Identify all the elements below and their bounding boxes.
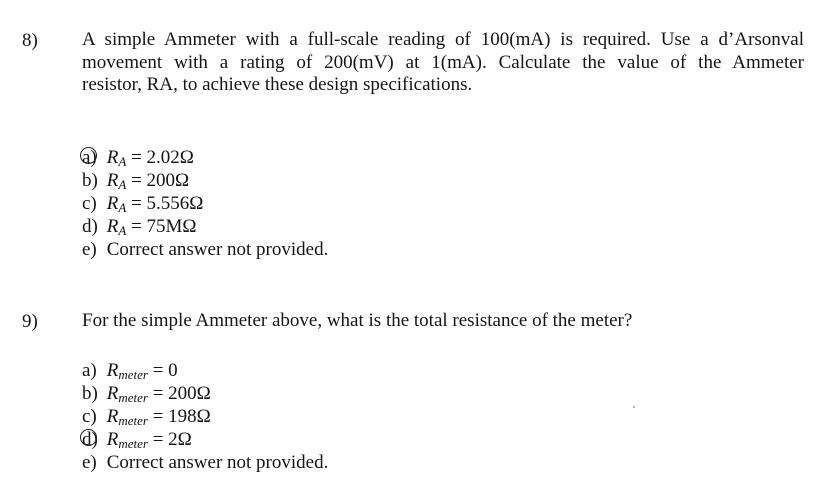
option-c [82,405,328,428]
question-line: movement with a rating of 200(mV) at 1(mA). Calculate the value of the Ammeter [82,51,804,73]
answer-options [82,146,328,261]
option-value: = 2Ω [152,429,192,450]
option-e [82,238,328,261]
question-number: 9) [22,311,38,332]
option-letter: a) [82,147,97,168]
option-letter: b) [82,170,98,191]
option-text: Correct answer not provided. [106,239,329,260]
question-text [82,29,804,97]
option-symbol: R [106,383,119,404]
option-value: = 5.556Ω [131,193,204,214]
option-b [82,169,328,192]
answer-circle [80,429,97,446]
option-symbol: R [106,216,119,237]
option-symbol: R [106,360,119,381]
option-symbol: R [106,429,119,450]
question-line: A simple Ammeter with a full-scale reading of 100(mA) is required. Use a d’Arsonval [82,29,804,50]
option-d [82,215,328,238]
question-text [82,310,632,333]
option-subscript: meter [118,390,148,405]
option-letter: a) [82,360,97,381]
option-text: Correct answer not provided. [106,452,329,473]
scan-speck [633,406,635,408]
option-subscript: meter [118,436,148,451]
option-value: = 200Ω [152,383,211,404]
option-subscript: A [118,223,127,238]
option-a [82,146,328,169]
question-line: For the simple Ammeter above, what is the total resistance of the meter? [82,310,633,331]
option-subscript: A [118,200,127,215]
option-value: = 2.02Ω [131,147,194,168]
question-line: resistor, RΑ, to achieve these design specifications. [82,74,473,95]
option-value: = 198Ω [152,406,211,427]
option-symbol: R [106,406,119,427]
option-letter: c) [82,193,97,214]
option-symbol: R [106,193,119,214]
option-d [82,428,328,451]
option-symbol: R [106,170,119,191]
answer-options [82,359,328,474]
option-value: = 0 [152,360,178,381]
option-letter: e) [82,452,97,473]
option-e [82,451,328,474]
option-a [82,359,328,382]
option-letter: d) [82,429,98,450]
option-subscript: meter [118,367,148,382]
option-symbol: R [106,147,119,168]
option-letter: d) [82,216,98,237]
option-subscript: A [118,154,127,169]
option-b [82,382,328,405]
option-subscript: A [118,177,127,192]
option-value: = 75MΩ [131,216,197,237]
option-letter: e) [82,239,97,260]
option-c [82,192,328,215]
option-subscript: meter [118,413,148,428]
option-value: = 200Ω [131,170,190,191]
question-number: 8) [22,30,38,51]
answer-circle [80,147,97,164]
option-letter: b) [82,383,98,404]
option-letter: c) [82,406,97,427]
